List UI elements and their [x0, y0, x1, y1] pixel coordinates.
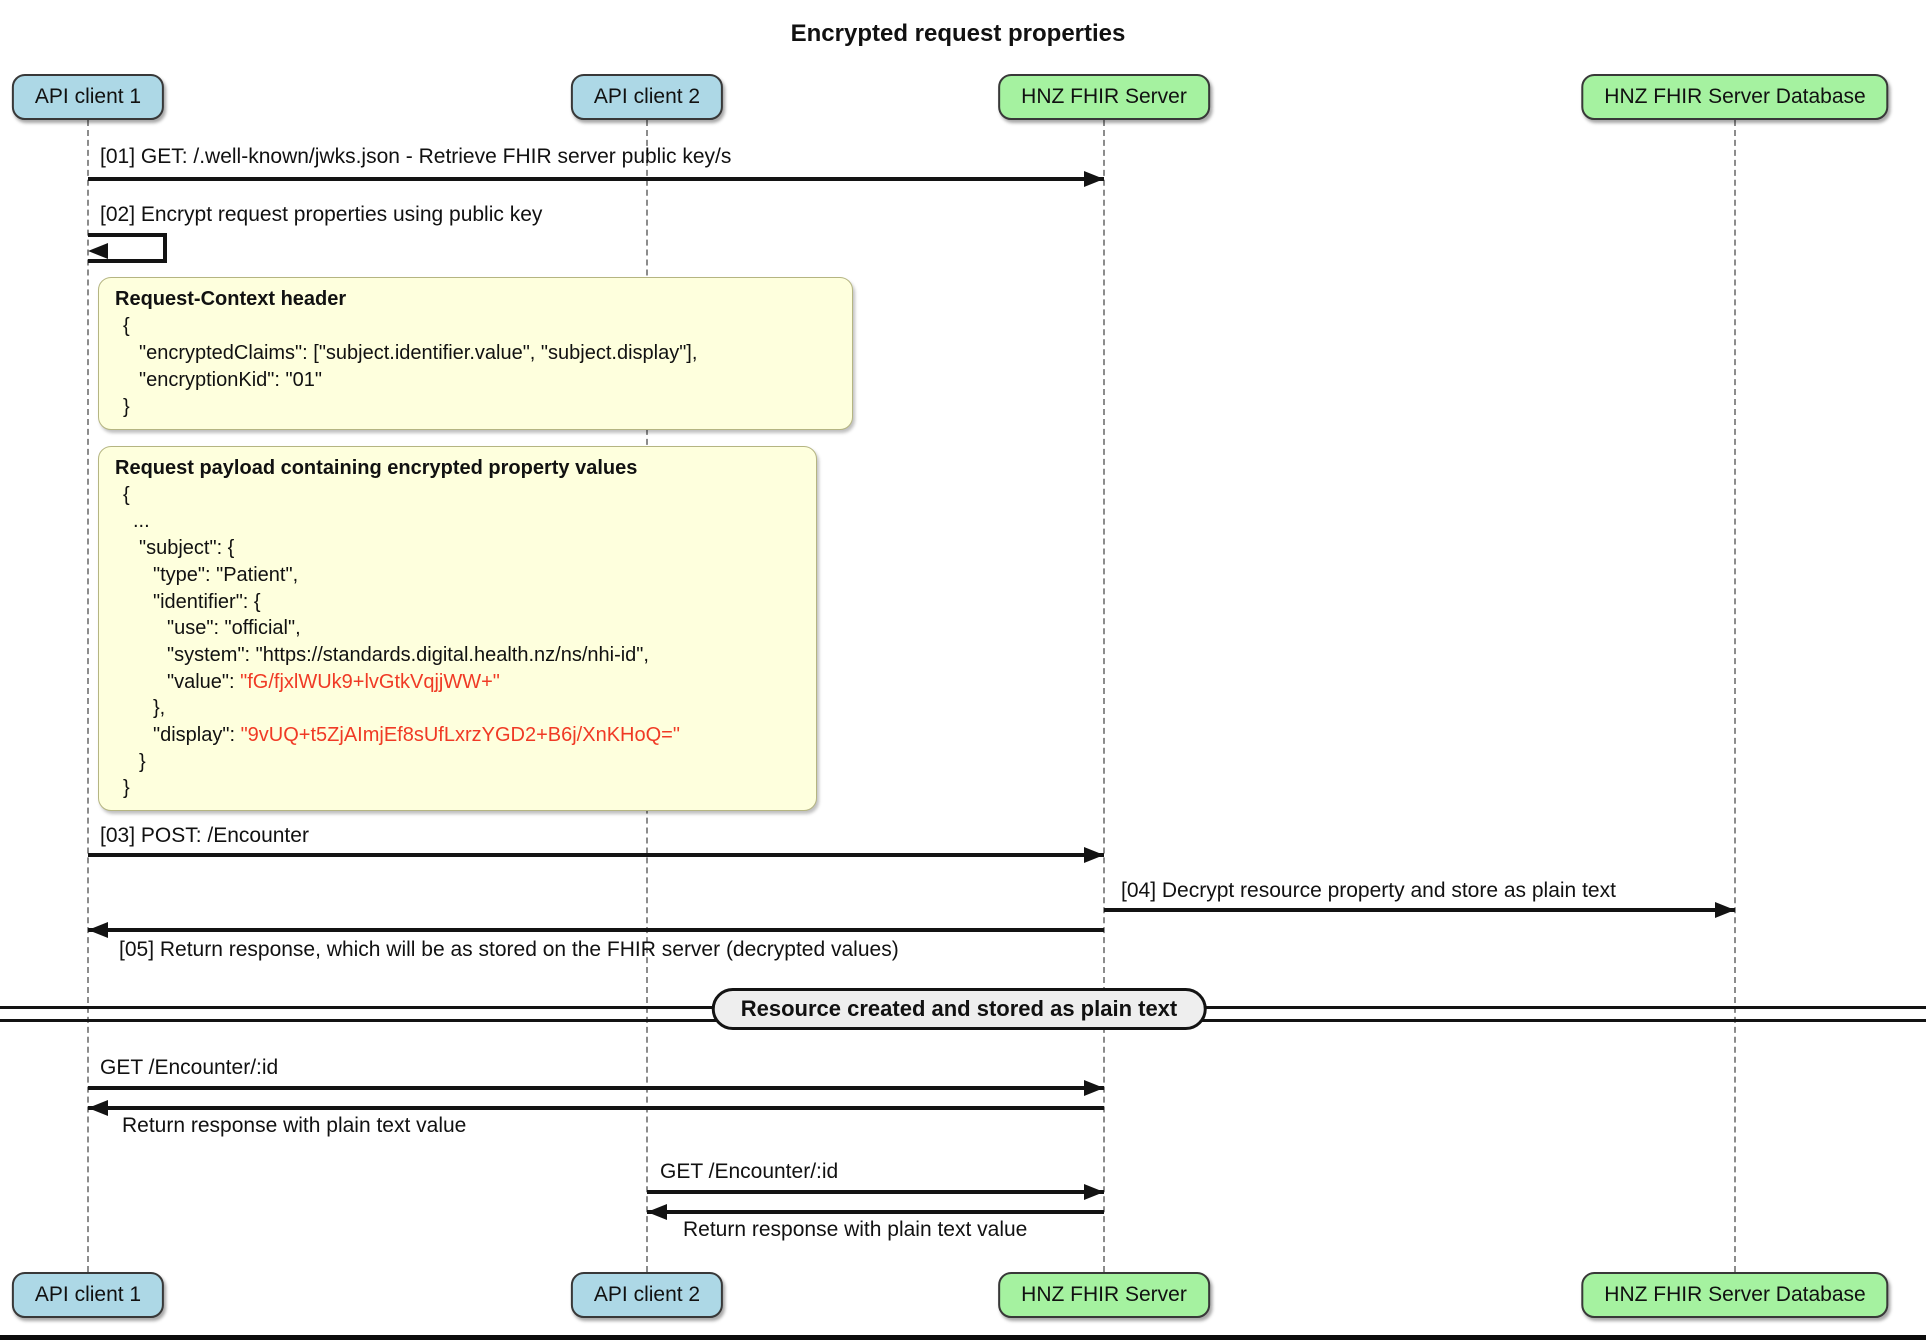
get1-line	[88, 1086, 1104, 1090]
note-line-value	[115, 669, 800, 696]
arrowhead-right-icon	[1084, 1184, 1104, 1200]
lifeline-fhir-server-database	[1734, 120, 1736, 1272]
message-05-label: [05] Return response, which will be as stored on the FHIR server (decrypted values)	[119, 938, 899, 961]
message-01-line	[88, 177, 1104, 181]
get1-label: GET /Encounter/:id	[100, 1056, 279, 1079]
note-title: Request-Context header	[115, 288, 347, 310]
get2-label: GET /Encounter/:id	[660, 1160, 839, 1183]
participant-top-fhir-server: HNZ FHIR Server	[998, 74, 1210, 120]
json-key: "display":	[153, 724, 241, 747]
note-line: "encryptionKid": "01"	[139, 369, 322, 391]
message-04-label: [04] Decrypt resource property and store as plain text	[1121, 879, 1616, 902]
arrowhead-left-icon	[88, 243, 108, 259]
message-03-label: [03] POST: /Encounter	[100, 824, 309, 847]
note-line: "subject": {	[139, 537, 235, 560]
ret1-line	[88, 1106, 1104, 1110]
note-request-context-header	[98, 277, 853, 430]
note-line: }	[123, 777, 130, 800]
diagram-title: Encrypted request properties	[790, 20, 1126, 47]
note-request-payload	[98, 446, 817, 811]
note-line: {	[123, 483, 130, 506]
arrowhead-left-icon	[88, 922, 108, 938]
participant-bottom-api-client-2: API client 2	[571, 1272, 723, 1318]
note-line: }	[123, 396, 130, 418]
note-line: "identifier": {	[153, 590, 261, 613]
message-01-label: [01] GET: /.well-known/jwks.json - Retrieve FHIR server public key/s	[100, 145, 732, 168]
encrypted-value: "9vUQ+t5ZjAImjEf8sUfLxrzYGD2+B6j/XnKHoQ="	[240, 724, 680, 747]
participant-bottom-fhir-server-database: HNZ FHIR Server Database	[1581, 1272, 1888, 1318]
ret2-line	[647, 1210, 1104, 1214]
participant-top-api-client-2: API client 2	[571, 74, 723, 120]
encrypted-value: "fG/fjxlWUk9+lvGtkVqjjWW+"	[240, 670, 500, 693]
note-line: "type": "Patient",	[153, 563, 299, 586]
arrowhead-left-icon	[88, 1100, 108, 1116]
ret1-label: Return response with plain text value	[122, 1114, 467, 1137]
bottom-edge-line	[0, 1335, 1926, 1340]
note-line: "encryptedClaims": ["subject.identifier.value", "subject.display"],	[139, 342, 698, 364]
get2-line	[647, 1190, 1104, 1194]
note-line: "system": "https://standards.digital.health.nz/ns/nhi-id",	[167, 643, 649, 666]
note-line: ...	[133, 510, 150, 533]
message-02-label: [02] Encrypt request properties using public key	[100, 203, 543, 226]
note-line: }	[139, 750, 146, 773]
message-03-line	[88, 853, 1104, 857]
arrowhead-right-icon	[1715, 902, 1735, 918]
arrowhead-right-icon	[1084, 1080, 1104, 1096]
arrowhead-right-icon	[1084, 171, 1104, 187]
message-05-line	[88, 928, 1104, 932]
json-key: "value":	[167, 670, 241, 693]
participant-top-api-client-1: API client 1	[12, 74, 164, 120]
note-line: },	[153, 697, 166, 720]
divider-label: Resource created and stored as plain text	[712, 988, 1207, 1030]
note-title: Request payload containing encrypted property values	[115, 457, 638, 479]
participant-top-fhir-server-database: HNZ FHIR Server Database	[1581, 74, 1888, 120]
participant-bottom-fhir-server: HNZ FHIR Server	[998, 1272, 1210, 1318]
arrowhead-left-icon	[647, 1204, 667, 1220]
note-line: "use": "official",	[167, 617, 301, 640]
ret2-label: Return response with plain text value	[683, 1218, 1028, 1241]
note-line: {	[123, 315, 130, 337]
message-04-line	[1104, 908, 1735, 912]
participant-bottom-api-client-1: API client 1	[12, 1272, 164, 1318]
arrowhead-right-icon	[1084, 847, 1104, 863]
note-line-display	[115, 722, 800, 749]
lifeline-fhir-server	[1103, 120, 1105, 1272]
